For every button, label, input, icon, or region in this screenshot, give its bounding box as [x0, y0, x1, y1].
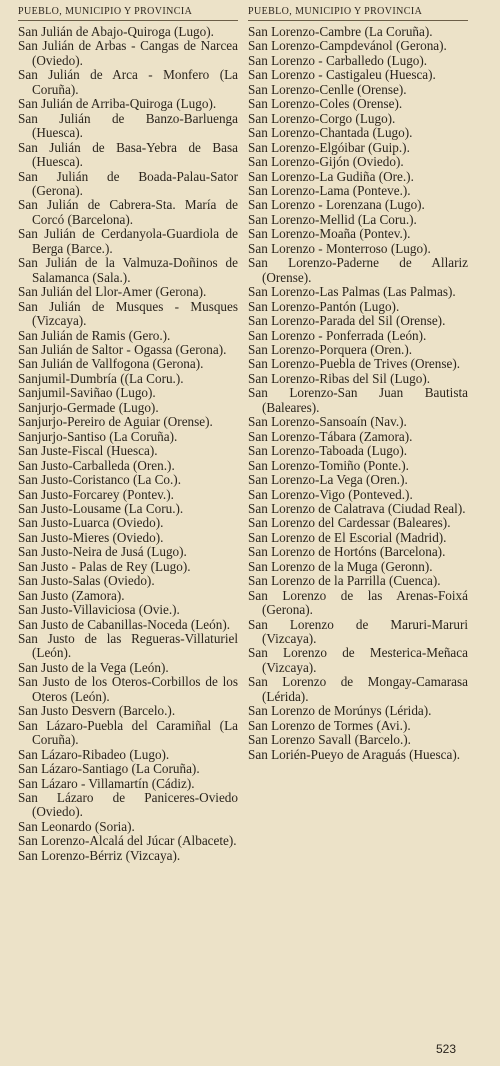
- list-item: San Julián de Cabrera-Sta. María de Corcó (Barcelona).: [18, 197, 238, 227]
- list-item: San Lorenzo de la Muga (Geronn).: [248, 558, 433, 574]
- list-item: San Julián de Ramis (Gero.).: [18, 327, 171, 343]
- list-item: San Lorenzo-Elgóibar (Guip.).: [248, 139, 410, 155]
- list-item: San Lázaro-Ribadeo (Lugo).: [18, 746, 170, 762]
- list-item: San Julián de Arriba-Quiroga (Lugo).: [18, 96, 217, 112]
- list-item: San Justo de la Vega (León).: [18, 659, 169, 675]
- list-item: San Lorenzo-Cambre (La Coruña).: [248, 24, 433, 39]
- list-item: San Lorenzo de la Parrilla (Cuenca).: [248, 573, 441, 589]
- list-item: San Julián de Banzo-Barluenga (Huesca).: [18, 110, 238, 141]
- list-item: San Lorenzo de Mongay-Camarasa (Lérida).: [248, 674, 468, 704]
- list-item: San Lázaro - Villamartín (Cádiz).: [18, 775, 195, 791]
- list-item: San Justo-Forcarey (Pontev.).: [18, 486, 174, 502]
- list-item: San Lorenzo-Lama (Ponteve.).: [248, 182, 411, 198]
- list-item: San Juste-Fiscal (Huesca).: [18, 443, 158, 459]
- list-item: San Lázaro-Santiago (La Coruña).: [18, 761, 200, 777]
- right-entry-list: [248, 25, 468, 762]
- list-item: San Justo de Cabanillas-Noceda (León).: [18, 616, 231, 632]
- list-item: San Lorenzo-Sansoaín (Nav.).: [248, 414, 407, 430]
- list-item: San Julián de la Valmuza-Doñinos de Salamanca (Sala.).: [18, 255, 238, 285]
- list-item: San Lorenzo-Taboada (Lugo).: [248, 443, 408, 459]
- list-item: San Justo-Mieres (Oviedo).: [18, 529, 164, 545]
- list-item: San Lorenzo-Pantón (Lugo).: [248, 298, 400, 314]
- list-item: Sanjumil-Dumbría ((La Coru.).: [18, 370, 184, 386]
- list-item: San Lorenzo-Paderne de Allariz (Orense).: [248, 255, 468, 285]
- list-item: San Lorenzo de Calatrava (Ciudad Real).: [248, 500, 466, 516]
- list-item: San Justo-Villaviciosa (Ovie.).: [18, 602, 180, 618]
- left-column: [18, 6, 238, 863]
- list-item: San Lorenzo de Mesterica-Meñaca (Vizcaya).: [248, 645, 468, 675]
- list-item: San Julián de Arbas - Cangas de Narcea (Oviedo).: [18, 38, 238, 68]
- list-item: San Lorenzo - Monterroso (Lugo).: [248, 240, 431, 256]
- list-item: San Julián de Cerdanyola-Guardiola de Berga (Barce.).: [18, 226, 238, 256]
- list-item: San Justo-Neira de Jusá (Lugo).: [18, 544, 187, 560]
- list-item: San Lorenzo-Puebla de Trives (Orense).: [248, 356, 461, 372]
- list-item: San Lorenzo-Cenlle (Orense).: [248, 81, 407, 97]
- list-item: San Lorenzo de Maruri-Maruri (Vizcaya).: [248, 616, 468, 647]
- list-item: Sanjurjo-Santiso (La Coruña).: [18, 428, 178, 444]
- list-item: Sanjurjo-Germade (Lugo).: [18, 399, 159, 415]
- list-item: San Lorenzo-Campdevánol (Gerona).: [248, 38, 447, 54]
- list-item: San Justo - Palas de Rey (Lugo).: [18, 558, 191, 574]
- right-column: [248, 6, 468, 762]
- list-item: San Lorenzo-Alcalá del Júcar (Albacete).: [18, 833, 237, 849]
- list-item: San Lorenzo - Castigaleu (Huesca).: [248, 67, 436, 83]
- list-item: Sanjurjo-Pereiro de Aguiar (Orense).: [18, 414, 213, 430]
- list-item: San Lorenzo-San Juan Bautista (Baleares).: [248, 385, 468, 415]
- list-item: San Lorenzo-Vigo (Ponteved.).: [248, 486, 413, 502]
- list-item: San Justo de las Regueras-Villaturiel (León).: [18, 631, 238, 661]
- list-item: San Lorenzo-Gijón (Oviedo).: [248, 154, 404, 170]
- list-item: San Lorién-Pueyo de Araguás (Huesca).: [248, 746, 461, 762]
- list-item: San Lorenzo de Morúnys (Lérida).: [248, 703, 432, 719]
- left-column-header: PUEBLO, MUNICIPIO Y PROVINCIA: [18, 6, 238, 21]
- list-item: San Lorenzo - Lorenzana (Lugo).: [248, 197, 425, 213]
- list-item: San Lorenzo-Porquera (Oren.).: [248, 341, 413, 357]
- list-item: San Lorenzo de Hortóns (Barcelona).: [248, 544, 446, 560]
- list-item: San Lorenzo Savall (Barcelo.).: [248, 732, 411, 748]
- list-item: San Julián de Saltor - Ogassa (Gerona).: [18, 341, 227, 357]
- list-item: San Justo-Coristanco (La Co.).: [18, 472, 181, 488]
- list-item: San Leonardo (Soria).: [18, 818, 135, 834]
- list-item: San Lorenzo de El Escorial (Madrid).: [248, 529, 447, 545]
- list-item: San Justo-Luarca (Oviedo).: [18, 515, 164, 531]
- list-item: San Lázaro de Paniceres-Oviedo (Oviedo).: [18, 790, 238, 820]
- list-item: San Lorenzo-Mellid (La Coru.).: [248, 211, 417, 227]
- list-item: San Julián de Abajo-Quiroga (Lugo).: [18, 24, 214, 39]
- list-item: San Julián de Boada-Palau-Sator (Gerona).: [18, 168, 238, 198]
- list-item: San Lorenzo-Bérriz (Vizcaya).: [18, 847, 181, 863]
- list-item: San Justo de los Oteros-Corbillos de los Oteros (León).: [18, 674, 238, 704]
- list-item: San Julián de Basa-Yebra de Basa (Huesca).: [18, 139, 238, 170]
- list-item: San Lorenzo de Tormes (Avi.).: [248, 717, 411, 733]
- list-item: San Lorenzo-Chantada (Lugo).: [248, 125, 413, 141]
- list-item: San Lázaro-Puebla del Caramiñal (La Coruña).: [18, 717, 238, 748]
- list-item: San Justo-Lousame (La Coru.).: [18, 500, 184, 516]
- list-item: San Lorenzo-Moaña (Pontev.).: [248, 226, 411, 242]
- list-item: San Julián del Llor-Amer (Gerona).: [18, 284, 207, 300]
- page-number: 523: [435, 1042, 456, 1056]
- list-item: San Lorenzo-Las Palmas (Las Palmas).: [248, 284, 456, 300]
- left-entry-list: [18, 25, 238, 863]
- list-item: San Julián de Musques - Musques (Vizcaya).: [18, 298, 238, 329]
- list-item: San Lorenzo-Ribas del Sil (Lugo).: [248, 370, 431, 386]
- list-item: San Justo Desvern (Barcelo.).: [18, 703, 176, 719]
- list-item: San Lorenzo-Parada del Sil (Orense).: [248, 313, 446, 329]
- list-item: San Julián de Arca - Monfero (La Coruña).: [18, 67, 238, 97]
- list-item: San Lorenzo - Carballedo (Lugo).: [248, 52, 428, 68]
- right-column-header: PUEBLO, MUNICIPIO Y PROVINCIA: [248, 6, 468, 21]
- list-item: San Lorenzo - Ponferrada (León).: [248, 327, 427, 343]
- list-item: San Justo-Carballeda (Oren.).: [18, 457, 175, 473]
- list-item: San Lorenzo-La Gudiña (Ore.).: [248, 168, 414, 184]
- list-item: San Lorenzo-Tomiño (Ponte.).: [248, 457, 409, 473]
- list-item: Sanjumil-Saviñao (Lugo).: [18, 385, 156, 401]
- list-item: San Lorenzo del Cardessar (Baleares).: [248, 515, 451, 531]
- list-item: San Justo-Salas (Oviedo).: [18, 573, 155, 589]
- list-item: San Lorenzo-Corgo (Lugo).: [248, 110, 396, 126]
- list-item: San Lorenzo-Tábara (Zamora).: [248, 428, 413, 444]
- list-item: San Justo (Zamora).: [18, 587, 125, 603]
- list-item: San Julián de Vallfogona (Gerona).: [18, 356, 204, 372]
- list-item: San Lorenzo-Coles (Orense).: [248, 96, 403, 112]
- list-item: San Lorenzo-La Vega (Oren.).: [248, 472, 408, 488]
- list-item: San Lorenzo de las Arenas-Foixá (Gerona).: [248, 587, 468, 618]
